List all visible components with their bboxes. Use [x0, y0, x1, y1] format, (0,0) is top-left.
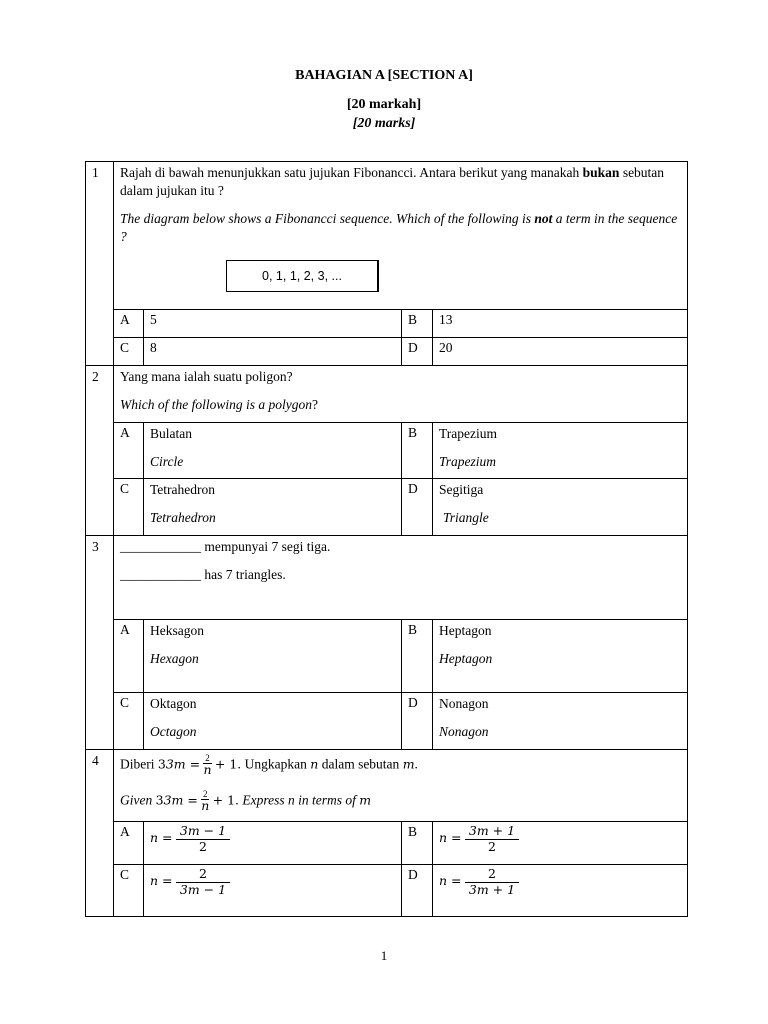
- option-letter: A: [114, 620, 144, 693]
- stem-en: Given 33m = $\frac{2}{n}$ + 1. Express n in terms of m: [120, 788, 372, 813]
- option-a[interactable]: n = $\frac{3m - 1}{2}$: [144, 822, 402, 865]
- question-stem: [114, 366, 688, 423]
- question-stem: [114, 536, 688, 620]
- stem-ms: ____________ mempunyai 7 segi tiga.: [120, 539, 331, 554]
- option-b[interactable]: Heptagon Heptagon: [433, 620, 688, 693]
- options-row: [86, 310, 688, 338]
- stem-ms: Yang mana ialah suatu poligon?: [120, 369, 293, 384]
- stem-ms: Diberi 33m = $\frac{2}{n}$ + 1. Ungkapkan n dalam sebutan m.: [120, 753, 418, 777]
- questions-table: [85, 161, 688, 917]
- option-b[interactable]: 13: [433, 310, 688, 338]
- option-letter: D: [402, 865, 433, 917]
- question-number: 2: [86, 366, 114, 536]
- stem-en: The diagram below shows a Fibonancci sequence. Which of the following is not a term in the sequence ?: [120, 211, 678, 244]
- question-4: [86, 750, 688, 822]
- page-number: 1: [380, 948, 388, 963]
- option-letter: B: [402, 310, 433, 338]
- option-d[interactable]: Segitiga Triangle: [433, 479, 688, 536]
- sequence-box: 0, 1, 1, 2, 3, ...: [226, 260, 379, 292]
- option-d[interactable]: Nonagon Nonagon: [433, 693, 688, 750]
- option-letter: D: [402, 479, 433, 536]
- question-number: 1: [86, 162, 114, 366]
- option-letter: A: [114, 423, 144, 479]
- question-2: [86, 366, 688, 423]
- option-c[interactable]: Tetrahedron Tetrahedron: [144, 479, 402, 536]
- option-a[interactable]: 5: [144, 310, 402, 338]
- question-stem: [114, 750, 688, 822]
- option-d[interactable]: n = $\frac{2}{3m + 1}$: [433, 865, 688, 917]
- option-c[interactable]: Oktagon Octagon: [144, 693, 402, 750]
- section-marks-en: [20 marks]: [352, 116, 416, 131]
- options-row: [86, 423, 688, 479]
- section-title: BAHAGIAN A [SECTION A]: [295, 68, 473, 83]
- option-letter: C: [114, 865, 144, 917]
- option-letter: B: [402, 620, 433, 693]
- question-number: 4: [86, 750, 114, 917]
- option-letter: A: [114, 822, 144, 865]
- options-row: [86, 479, 688, 536]
- option-c[interactable]: n = $\frac{2}{3m - 1}$: [144, 865, 402, 917]
- option-letter: C: [114, 693, 144, 750]
- fraction: $\frac{2}{n}$: [201, 788, 210, 813]
- stem-en: Which of the following is a polygon?: [120, 397, 318, 412]
- option-a[interactable]: Bulatan Circle: [144, 423, 402, 479]
- option-d[interactable]: 20: [433, 338, 688, 366]
- option-letter: D: [402, 693, 433, 750]
- option-letter: C: [114, 338, 144, 366]
- options-row: [86, 338, 688, 366]
- option-letter: A: [114, 310, 144, 338]
- option-c[interactable]: 8: [144, 338, 402, 366]
- options-row: [86, 822, 688, 865]
- option-b[interactable]: Trapezium Trapezium: [433, 423, 688, 479]
- option-letter: B: [402, 822, 433, 865]
- question-3: [86, 536, 688, 620]
- option-a[interactable]: Heksagon Hexagon: [144, 620, 402, 693]
- question-number: 3: [86, 536, 114, 750]
- option-letter: B: [402, 423, 433, 479]
- fraction: $\frac{2}{n}$: [203, 753, 212, 777]
- options-row: [86, 865, 688, 917]
- option-b[interactable]: n = $\frac{3m + 1}{2}$: [433, 822, 688, 865]
- option-letter: D: [402, 338, 433, 366]
- question-1: [86, 162, 688, 310]
- question-stem: [114, 162, 688, 310]
- equation: 33m =: [157, 756, 201, 772]
- options-row: [86, 693, 688, 750]
- options-row: [86, 620, 688, 693]
- stem-ms: Rajah di bawah menunjukkan satu jujukan Fibonancci. Antara berikut yang manakah bukan sebutan dalam jujukan itu ?: [120, 165, 665, 198]
- option-letter: C: [114, 479, 144, 536]
- section-marks-ms: [20 markah]: [346, 97, 422, 112]
- stem-en: ____________ has 7 triangles.: [120, 567, 286, 582]
